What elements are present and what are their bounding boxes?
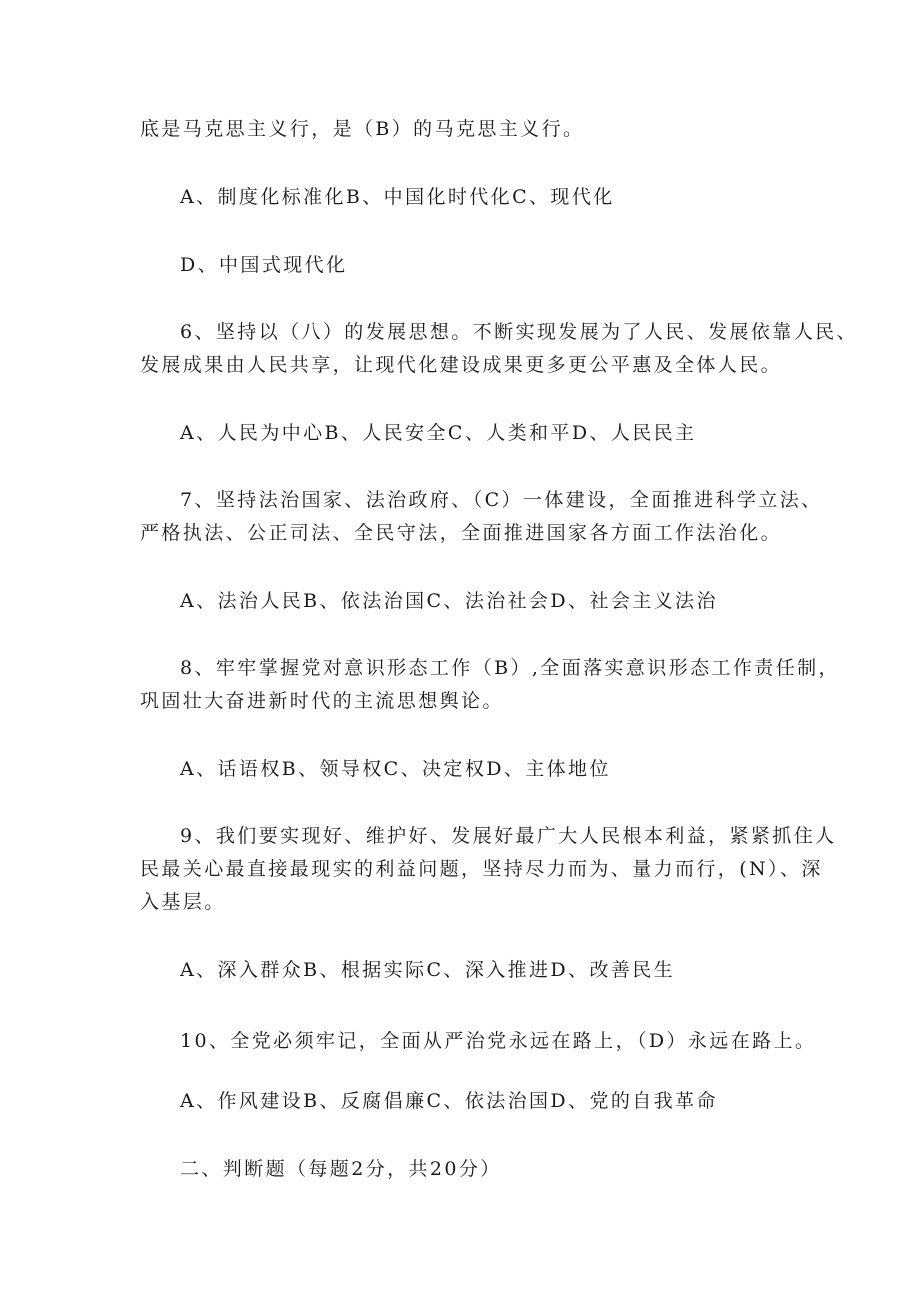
question-6-text-line-2: 发展成果由人民共享，让现代化建设成果更多更公平惠及全体人民。	[140, 354, 783, 376]
question-6-text-line-1: 6、坚持以（八）的发展思想。不断实现发展为了人民、发展依靠人民、	[180, 321, 858, 343]
question-10-text: 10、全党必须牢记，全面从严治党永远在路上，（D）永远在路上。	[180, 1030, 817, 1052]
question-7-options: A、法治人民B、依法治国C、法治社会D、社会主义法治	[180, 590, 718, 612]
question-9-text-line-3: 入基层。	[140, 891, 226, 913]
question-5-text-tail: 底是马克思主义行，是（B）的马克思主义行。	[140, 118, 585, 140]
question-9-text-line-1: 9、我们要实现好、维护好、发展好最广大人民根本利益，紧紧抓住人	[180, 825, 837, 847]
question-7-text-line-2: 严格执法、公正司法、全民守法，全面推进国家各方面工作法治化。	[140, 522, 783, 544]
question-7-text-line-1: 7、坚持法治国家、法治政府、（C）一体建设，全面推进科学立法、	[180, 489, 823, 511]
question-10-options: A、作风建设B、反腐倡廉C、依法治国D、党的自我革命	[180, 1090, 718, 1112]
question-9-text-line-2: 民最关心最直接最现实的利益问题，坚持尽力而为、量力而行，(N）、深	[140, 858, 823, 880]
question-8-text-line-2: 巩固壮大奋进新时代的主流思想舆论。	[140, 690, 504, 712]
question-5-options-line-2: D、中国式现代化	[180, 254, 348, 276]
question-8-options: A、话语权B、领导权C、决定权D、主体地位	[180, 758, 611, 780]
question-6-options: A、人民为中心B、人民安全C、人类和平D、人民民主	[180, 422, 697, 444]
question-5-options-line-1: A、制度化标准化B、中国化时代化C、现代化	[180, 186, 615, 208]
question-9-options: A、深入群众B、根据实际C、深入推进D、改善民生	[180, 959, 676, 981]
question-8-text-line-1: 8、牢牢掌握党对意识形态工作（B）,全面落实意识形态工作责任制，	[180, 657, 840, 679]
section-2-heading: 二、判断题（每题2分，共20分）	[180, 1158, 502, 1180]
